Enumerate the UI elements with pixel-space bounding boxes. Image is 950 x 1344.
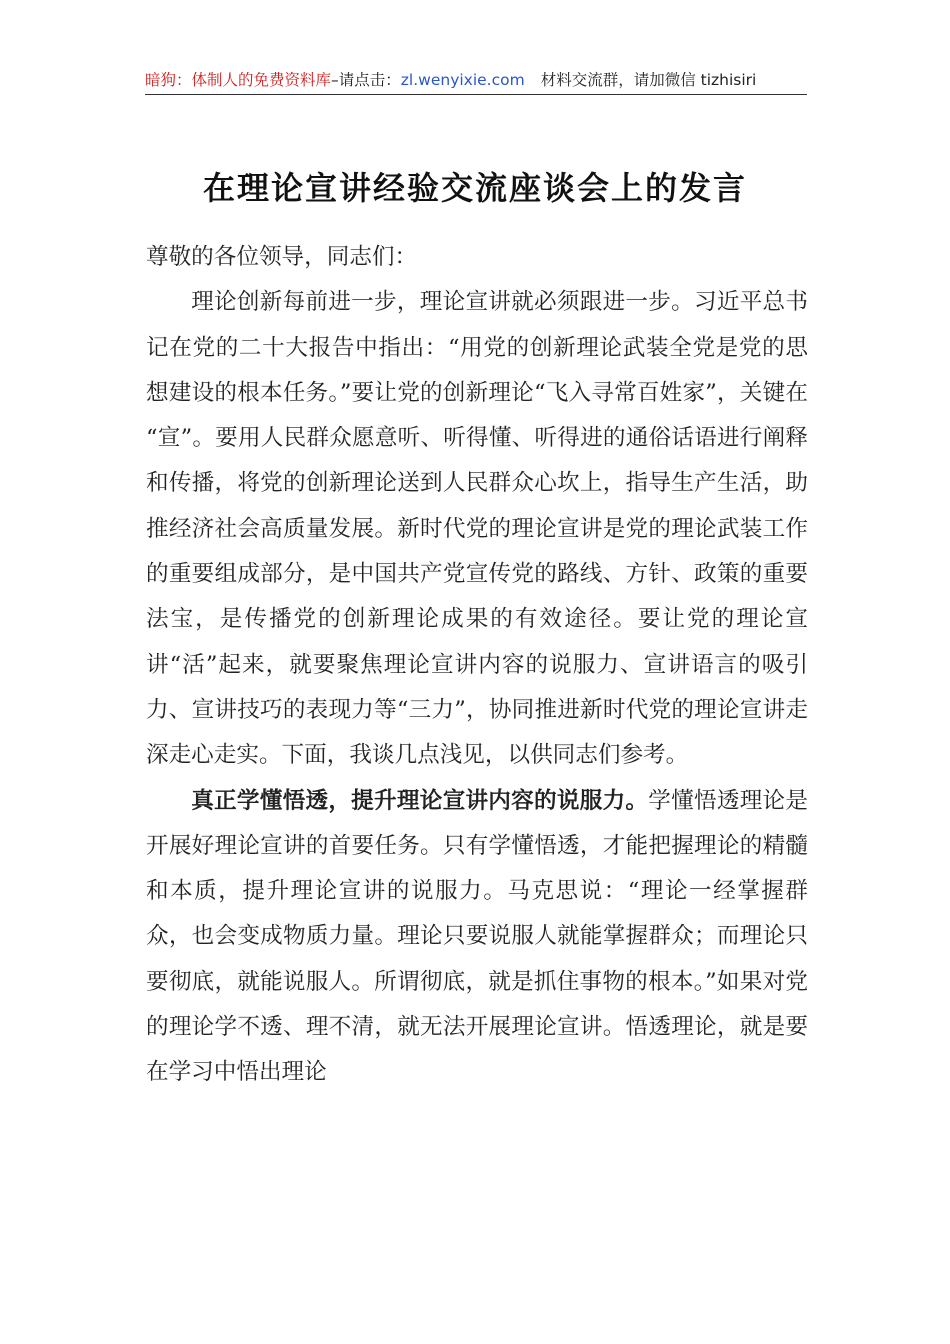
document-body [146,235,808,1096]
header-site-name: 暗狗：体制人的免费资料库 [145,71,332,89]
header-wechat-note: 材料交流群，请加微信 tizhisiri [540,71,757,89]
paragraph-section-1 [146,779,808,1096]
salutation: 尊敬的各位领导，同志们： [146,244,418,270]
section-1-heading: 真正学懂悟透，提升理论宣讲内容的说服力。 [191,787,649,814]
section-1-text: 学懂悟透理论是开展好理论宣讲的首要任务。只有学懂悟透，才能把握理论的精髓和本质，提升理论宣讲的说服力。马克思说：“理论一经掌握群众，也会变成物质力量。理论只要说服人就能掌握群众；而理论只要彻底，就能说服人。所谓彻底，就是抓住事物的根本。”如果对党的理论学不透、理不清，就无法开展理论宣讲。悟透理论，就是要在学习中悟出理论 [146,787,809,1086]
header-click-prompt: –请点击： [331,71,401,89]
paragraph-intro: 理论创新每前进一步，理论宣讲就必须跟进一步。习近平总书记在党的二十大报告中指出：“用党的创新理论武装全党是党的思想建设的根本任务。”要让党的创新理论“飞入寻常百姓家”，关键在 “宣”。要用人民群众愿意听、听得懂、听得进的通俗话语进行阐释和传播，将党的创新理论送到人民群众心坎上，指导生产生活，助推经济社会高质量发展。新时代党的理论宣讲是党的理论武装工作的重要组成部分，是中国共产党宣传党的路线、方针、政策的重要法宝，是传播党的创新理论成果的有效途径。要让党的理论宣讲“活”起来，就要聚焦理论宣讲内容的说服力、宣讲语言的吸引力、宣讲技巧的表现力等“三力”，协同推进新时代党的理论宣讲走深走心走实。下面，我谈几点浅见，以供同志们参考。 [146,289,808,769]
watermark-header [145,68,807,95]
document-title: 在理论宣讲经验交流座谈会上的发言 [202,169,747,207]
header-url-link[interactable]: zl.wenyixie.com [400,71,525,89]
